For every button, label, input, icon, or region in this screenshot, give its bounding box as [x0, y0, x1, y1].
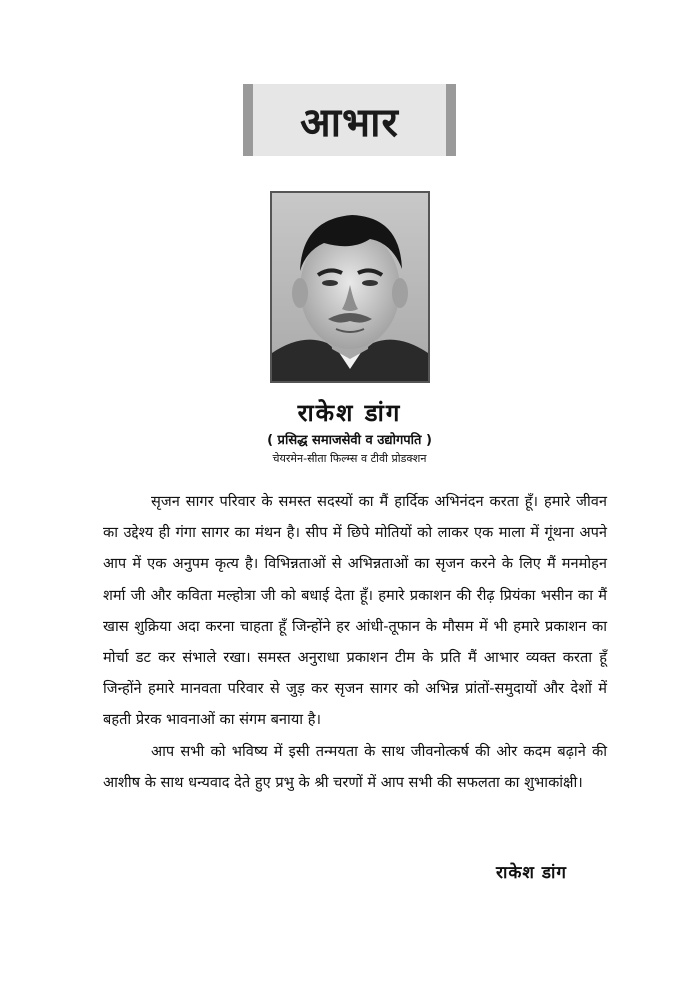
person-subtitle: ( प्रसिद्ध समाजसेवी व उद्योगपति )	[267, 433, 432, 448]
portrait-image	[272, 193, 428, 381]
person-designation: चेयरमेन-सीता फिल्म्स व टीवी प्रोडक्शन	[272, 452, 427, 465]
paragraph-2: आप सभी को भविष्य में इसी तन्मयता के साथ जीवनोत्कर्ष की ओर कदम बढ़ाने की आशीष के साथ धन्यवाद देते हुए प्रभु के श्री चरणों में आप सभी की सफलता का शुभाकांक्षी।	[103, 742, 607, 791]
title-box	[243, 84, 456, 156]
page-title: आभार	[300, 99, 399, 146]
person-name: राकेश डांग	[297, 399, 402, 427]
portrait-photo	[270, 191, 430, 383]
signature: राकेश डांग	[496, 863, 567, 883]
body-text	[103, 486, 607, 798]
paragraph-1: सृजन सागर परिवार के समस्त सदस्यों का मैं हार्दिक अभिनंदन करता हूँ। हमारे जीवन का उद्देश्य ही गंगा सागर का मंथन है। सीप में छिपे मोतियों को लाकर एक माला में गूंथना अपने आप में एक अनुपम कृत्य है। विभिन्नताओं से अभिन्नताओं का सृजन करने के लिए मैं मनमोहन शर्मा जी और कविता मल्होत्रा जी को बधाई देता हूँ। हमारे प्रकाशन की रीढ़ प्रियंका भसीन का मैं खास शुक्रिया अदा करना चाहता हूँ जिन्होंने हर आंधी-तूफान के मौसम में भी हमारे प्रकाशन का मोर्चा डट कर संभाले रखा। समस्त अनुराधा प्रकाशन टीम के प्रति मैं आभार व्यक्त करता हूँ जिन्होंने हमारे मानवता परिवार से जुड़ कर सृजन सागर को अभिन्न प्रांतों-समुदायों और देशों में बहती प्रेरक भावनाओं का संगम बनाया है।	[103, 493, 607, 729]
